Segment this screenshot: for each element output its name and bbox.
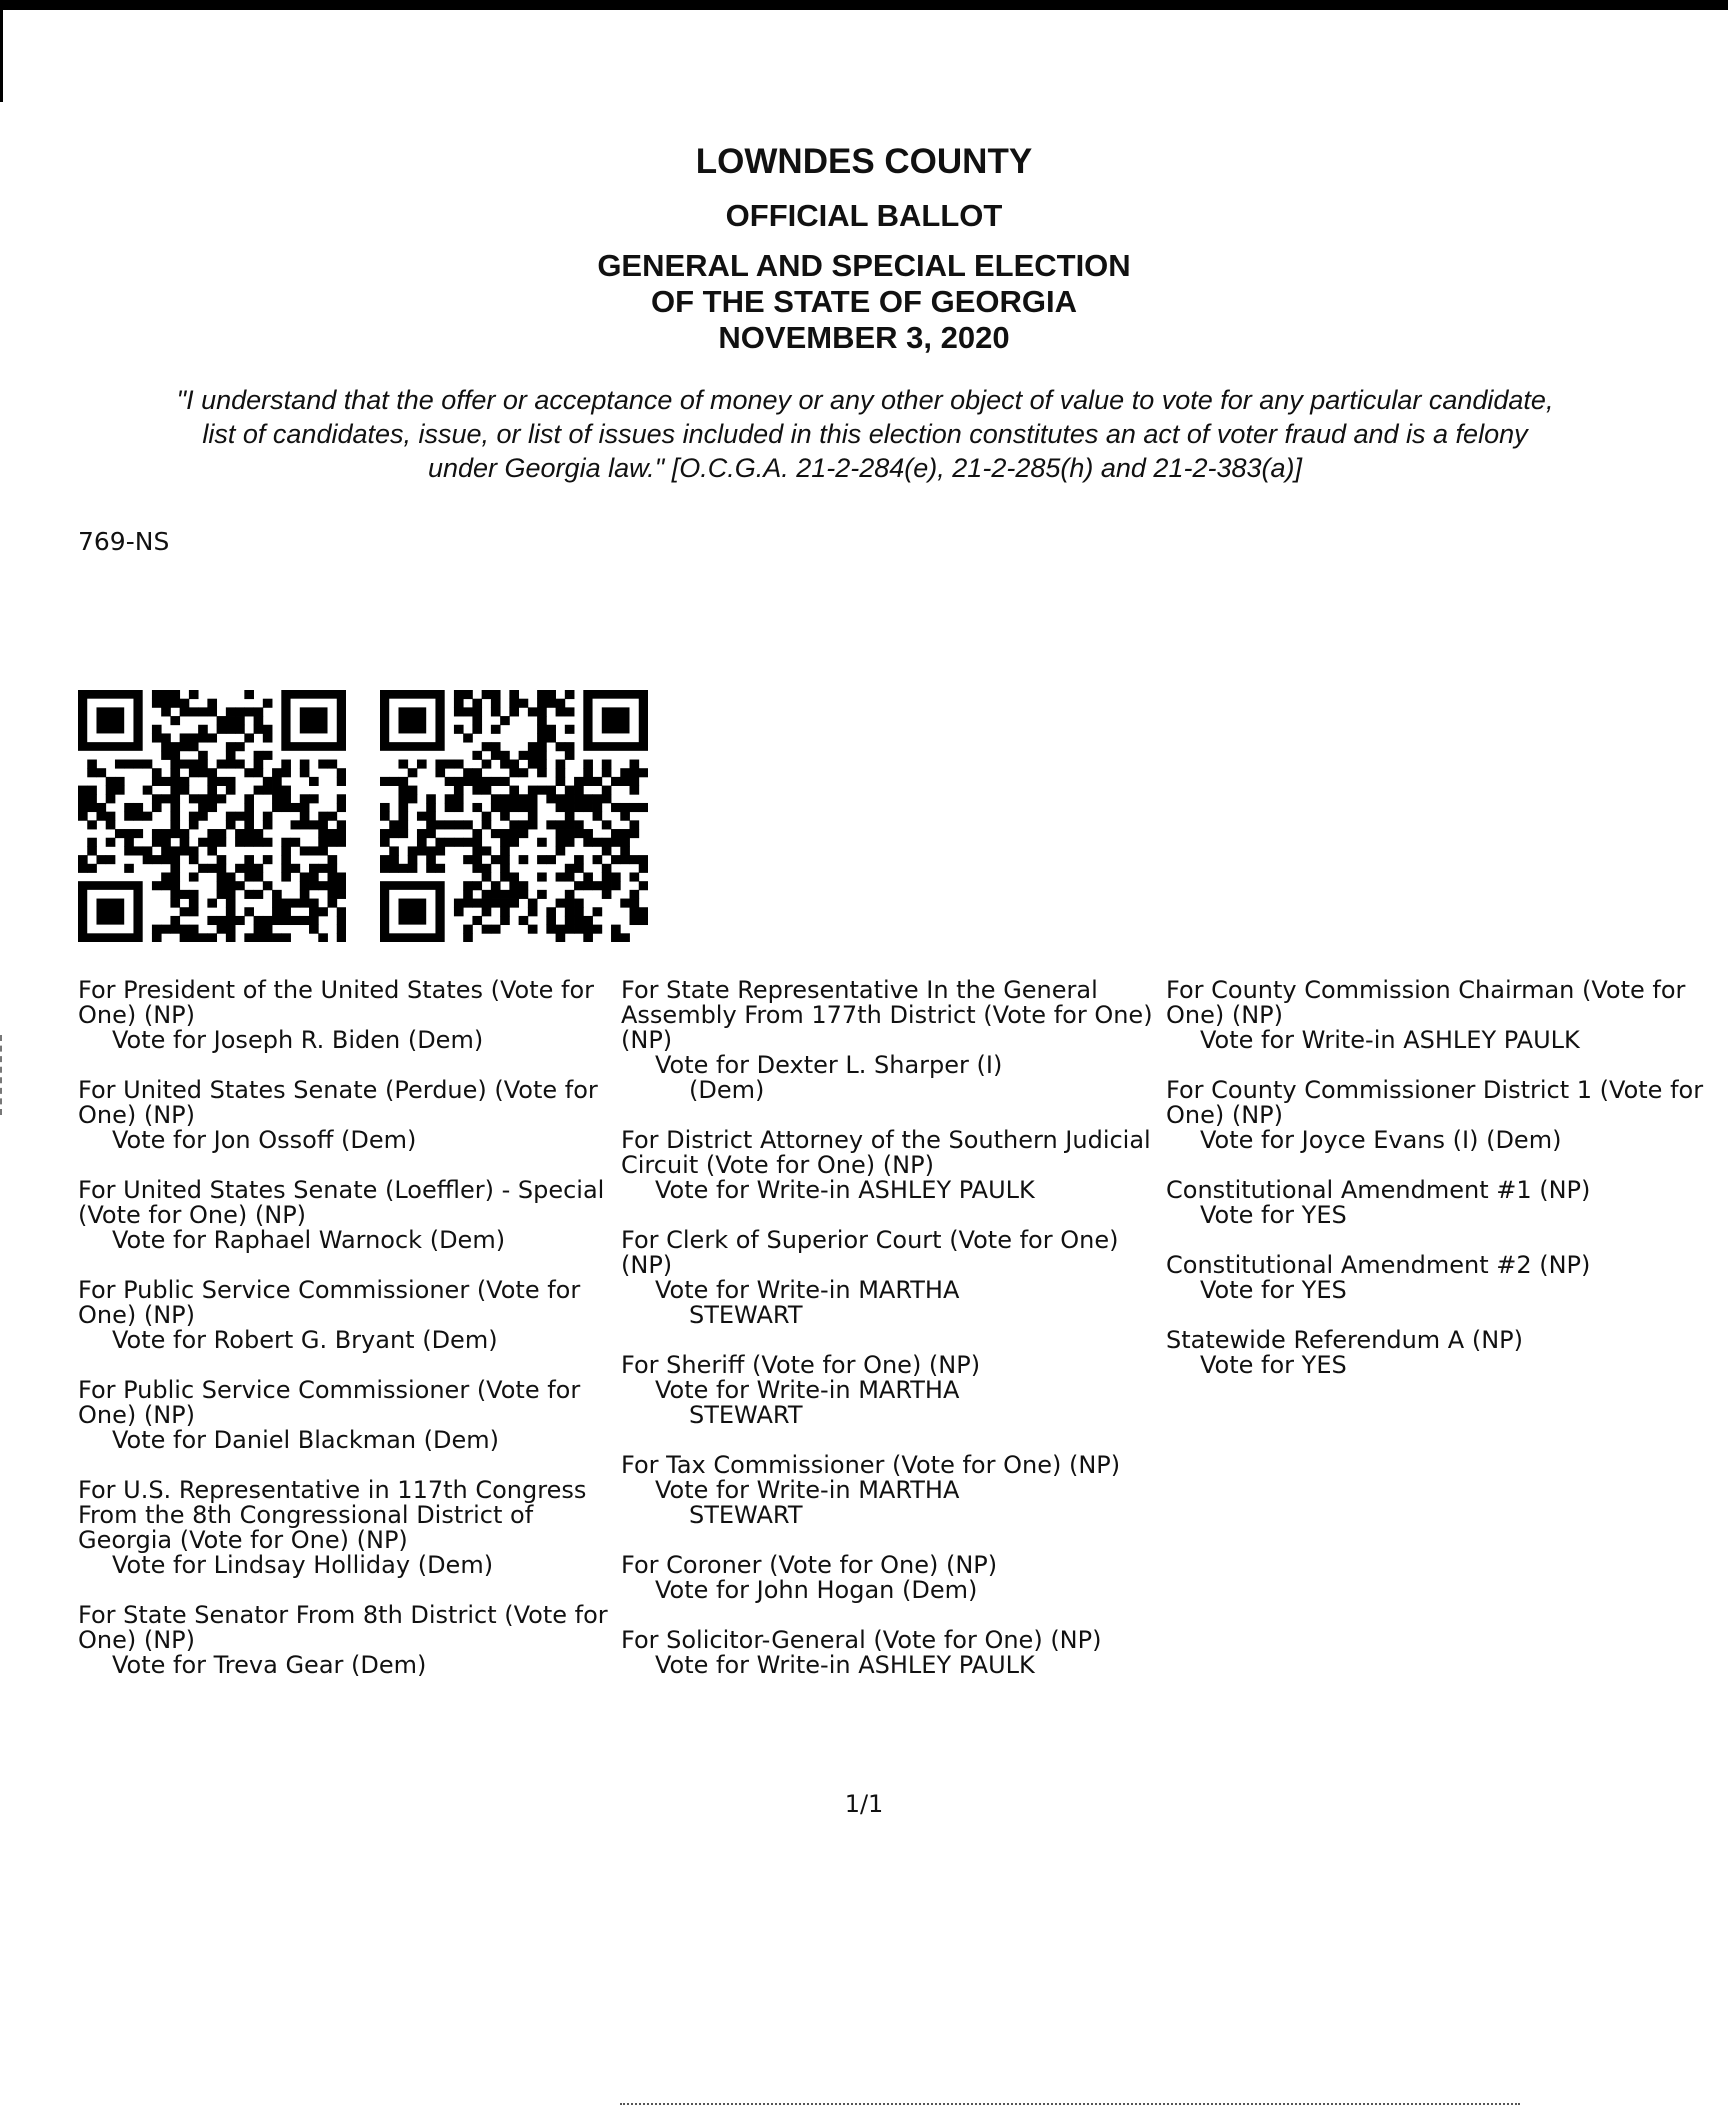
contest-selection-continued: (Dem) <box>689 1076 765 1104</box>
voter-fraud-notice <box>70 383 1660 485</box>
contest <box>621 1228 1166 1328</box>
contest-title: For County Commissioner District 1 (Vote for One) (NP) <box>1166 1076 1704 1129</box>
notice-line: "I understand that the offer or acceptance of money or any other object of value to vote for any particular candidate, <box>176 385 1554 415</box>
contest-title: For Clerk of Superior Court (Vote for One) (NP) <box>621 1226 1119 1279</box>
ballot-style-code: 769-NS <box>78 527 170 556</box>
contest-title: For United States Senate (Loeffler) - Special (Vote for One) (NP) <box>78 1176 605 1229</box>
notice-line: under Georgia law." [O.C.G.A. 21-2-284(e), 21-2-285(h) and 21-2-383(a)] <box>427 453 1303 483</box>
contest-selection-continued: STEWART <box>689 1301 803 1329</box>
contest-column-2 <box>621 978 1166 1703</box>
scan-border-top <box>0 0 1728 10</box>
contest-selection: Vote for Joyce Evans (I) (Dem) <box>1200 1126 1562 1154</box>
contest <box>1166 978 1726 1053</box>
contest <box>78 1603 618 1678</box>
contest-selection: Vote for Write-in MARTHA <box>655 1376 960 1404</box>
contest-selection: Vote for Treva Gear (Dem) <box>112 1651 427 1679</box>
contest <box>1166 1253 1726 1303</box>
contest <box>621 1553 1166 1603</box>
contest <box>78 1278 618 1353</box>
contest-selection: Vote for Write-in ASHLEY PAULK <box>1200 1026 1580 1054</box>
contest-selection: Vote for John Hogan (Dem) <box>655 1576 978 1604</box>
contest-column-3 <box>1166 978 1726 1403</box>
contest <box>78 1178 618 1253</box>
contest-title: Constitutional Amendment #2 (NP) <box>1166 1251 1591 1279</box>
contest <box>621 978 1166 1103</box>
contest <box>78 1078 618 1153</box>
contest <box>621 1453 1166 1528</box>
contest <box>78 1478 618 1578</box>
contest <box>1166 1078 1726 1153</box>
county-title: LOWNDES COUNTY <box>695 142 1033 181</box>
notice-line: list of candidates, issue, or list of issues included in this election constitutes an act of voter fraud and is a felony <box>202 419 1528 449</box>
contest-title: For District Attorney of the Southern Judicial Circuit (Vote for One) (NP) <box>621 1126 1151 1179</box>
contest-selection: Vote for Write-in ASHLEY PAULK <box>655 1176 1035 1204</box>
contest-title: For Solicitor-General (Vote for One) (NP) <box>621 1626 1102 1654</box>
scan-mark-left <box>0 1035 5 1115</box>
contest-title: For State Senator From 8th District (Vote for One) (NP) <box>78 1601 608 1654</box>
contest-selection: Vote for Write-in ASHLEY PAULK <box>655 1651 1035 1679</box>
contest-selection: Vote for Write-in MARTHA <box>655 1276 960 1304</box>
contest-title: For Sheriff (Vote for One) (NP) <box>621 1351 981 1379</box>
page-number: 1/1 <box>844 1790 884 1818</box>
contest-selection: Vote for YES <box>1200 1201 1347 1229</box>
contest-title: For Public Service Commissioner (Vote for One) (NP) <box>78 1276 581 1329</box>
contest-column-1 <box>78 978 618 1703</box>
contest-selection: Vote for Lindsay Holliday (Dem) <box>112 1551 494 1579</box>
contest <box>1166 1328 1726 1378</box>
election-title <box>0 248 1728 356</box>
contest-selection: Vote for Joseph R. Biden (Dem) <box>112 1026 484 1054</box>
contest-selection: Vote for Daniel Blackman (Dem) <box>112 1426 500 1454</box>
contest-title: For Public Service Commissioner (Vote for One) (NP) <box>78 1376 581 1429</box>
contest-title: For Coroner (Vote for One) (NP) <box>621 1551 998 1579</box>
qr-code-2 <box>380 690 648 942</box>
election-line-2: OF THE STATE OF GEORGIA <box>651 284 1077 319</box>
contest <box>621 1353 1166 1428</box>
contest-selection: Vote for Jon Ossoff (Dem) <box>112 1126 417 1154</box>
contest-selection: Vote for Dexter L. Sharper (I) <box>655 1051 1003 1079</box>
contest-title: For Tax Commissioner (Vote for One) (NP) <box>621 1451 1121 1479</box>
contest-title: For United States Senate (Perdue) (Vote for One) (NP) <box>78 1076 598 1129</box>
scan-border-left <box>0 10 3 102</box>
contest <box>78 978 618 1053</box>
contest-selection-continued: STEWART <box>689 1501 803 1529</box>
contest <box>621 1128 1166 1203</box>
contest-selection: Vote for Raphael Warnock (Dem) <box>112 1226 506 1254</box>
contest-title: For President of the United States (Vote for One) (NP) <box>78 976 595 1029</box>
contest-selection: Vote for Robert G. Bryant (Dem) <box>112 1326 498 1354</box>
contest-title: For State Representative In the General Assembly From 177th District (Vote for One) (NP) <box>621 976 1153 1054</box>
contest-title: Statewide Referendum A (NP) <box>1166 1326 1523 1354</box>
contest-title: Constitutional Amendment #1 (NP) <box>1166 1176 1591 1204</box>
contest-title: For U.S. Representative in 117th Congress From the 8th Congressional District of Georgia (Vote for One) (NP) <box>78 1476 587 1554</box>
election-line-1: GENERAL AND SPECIAL ELECTION <box>597 248 1131 283</box>
contest-selection: Vote for YES <box>1200 1276 1347 1304</box>
contest-selection-continued: STEWART <box>689 1401 803 1429</box>
contest-title: For County Commission Chairman (Vote for One) (NP) <box>1166 976 1686 1029</box>
contest <box>1166 1178 1726 1228</box>
contest-selection: Vote for Write-in MARTHA <box>655 1476 960 1504</box>
ballot-header <box>0 140 1728 356</box>
qr-code-1 <box>78 690 346 942</box>
election-date: NOVEMBER 3, 2020 <box>718 320 1010 355</box>
scan-border-bottom <box>620 2103 1520 2107</box>
contest-selection: Vote for YES <box>1200 1351 1347 1379</box>
contest <box>621 1628 1166 1678</box>
ballot-type: OFFICIAL BALLOT <box>725 198 1003 233</box>
contest <box>78 1378 618 1453</box>
